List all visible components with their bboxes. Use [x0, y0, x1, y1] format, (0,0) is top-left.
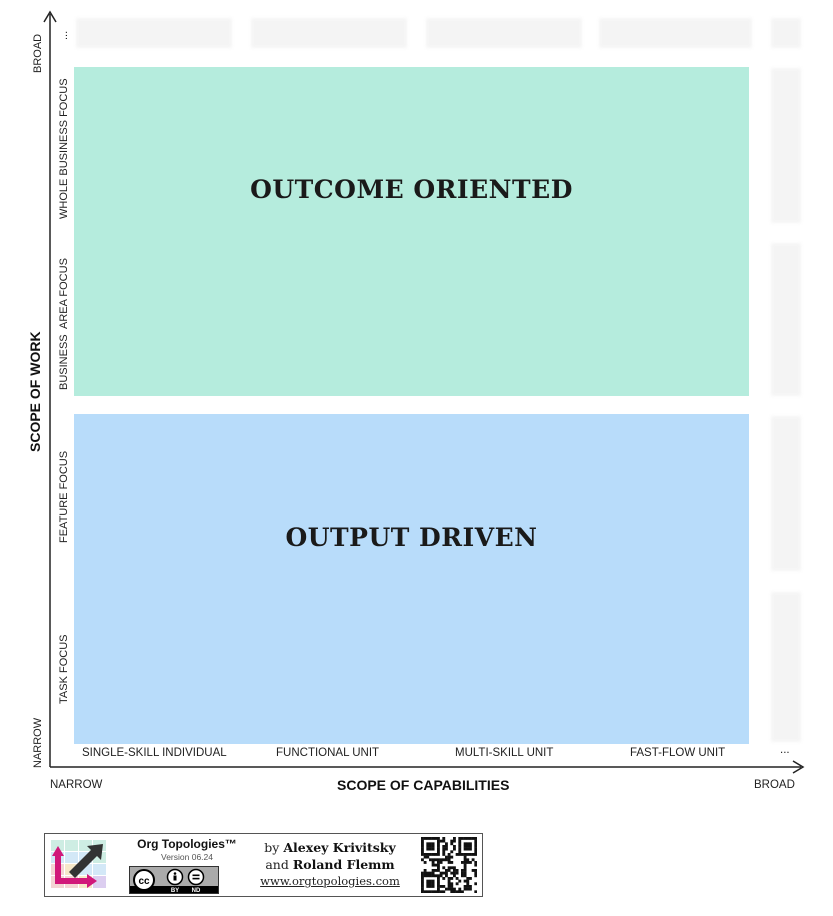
y-level-business: BUSINESS	[58, 334, 70, 390]
author-2: Roland Flemm	[292, 857, 395, 872]
license-nd-text: ND	[191, 888, 201, 893]
x-level-functional-unit: FUNCTIONAL UNIT	[276, 747, 380, 759]
x-level-fast-flow-unit: FAST-FLOW UNIT	[630, 747, 726, 759]
by-text: by	[264, 840, 280, 855]
credits-footer	[44, 833, 483, 897]
cc-text: cc	[138, 876, 150, 887]
and-text: and	[265, 857, 289, 872]
website-link[interactable]: www.orgtopologies.com	[260, 874, 400, 888]
x-level-multi-skill-unit: MULTI-SKILL UNIT	[455, 747, 554, 759]
footer-version: Version 06.24	[161, 852, 213, 862]
license-by-text: BY	[170, 888, 180, 893]
y-level-whole-business-focus: WHOLE BUSINESS FOCUS	[58, 78, 70, 219]
y-level-task-focus: TASK FOCUS	[58, 634, 70, 704]
y-level-area-focus: AREA FOCUS	[58, 258, 70, 329]
outcome-oriented-label: OUTCOME ORIENTED	[250, 175, 573, 204]
y-axis-high: BROAD	[32, 33, 44, 73]
footer-title: Org Topologies™	[137, 837, 237, 851]
output-driven-label: OUTPUT DRIVEN	[285, 522, 538, 552]
cc-license-badge	[129, 866, 219, 894]
footer-title-block	[129, 837, 245, 862]
qr-code-icon[interactable]	[421, 837, 477, 893]
y-axis-more: ...	[58, 30, 70, 40]
y-axis-low: NARROW	[32, 717, 44, 768]
author-1: Alexey Krivitsky	[283, 840, 396, 855]
x-axis-title: SCOPE OF CAPABILITIES	[337, 777, 510, 793]
y-axis-title: SCOPE OF WORK	[27, 331, 43, 452]
footer-authors	[245, 839, 415, 890]
x-axis-low: NARROW	[50, 779, 103, 791]
cc-license-icon	[130, 867, 218, 893]
org-topologies-logo	[49, 838, 109, 892]
x-level-single-skill-individual: SINGLE-SKILL INDIVIDUAL	[82, 747, 227, 759]
x-axis-more: ...	[780, 744, 790, 756]
y-level-feature-focus: FEATURE FOCUS	[58, 450, 70, 543]
x-axis-high: BROAD	[754, 779, 795, 791]
